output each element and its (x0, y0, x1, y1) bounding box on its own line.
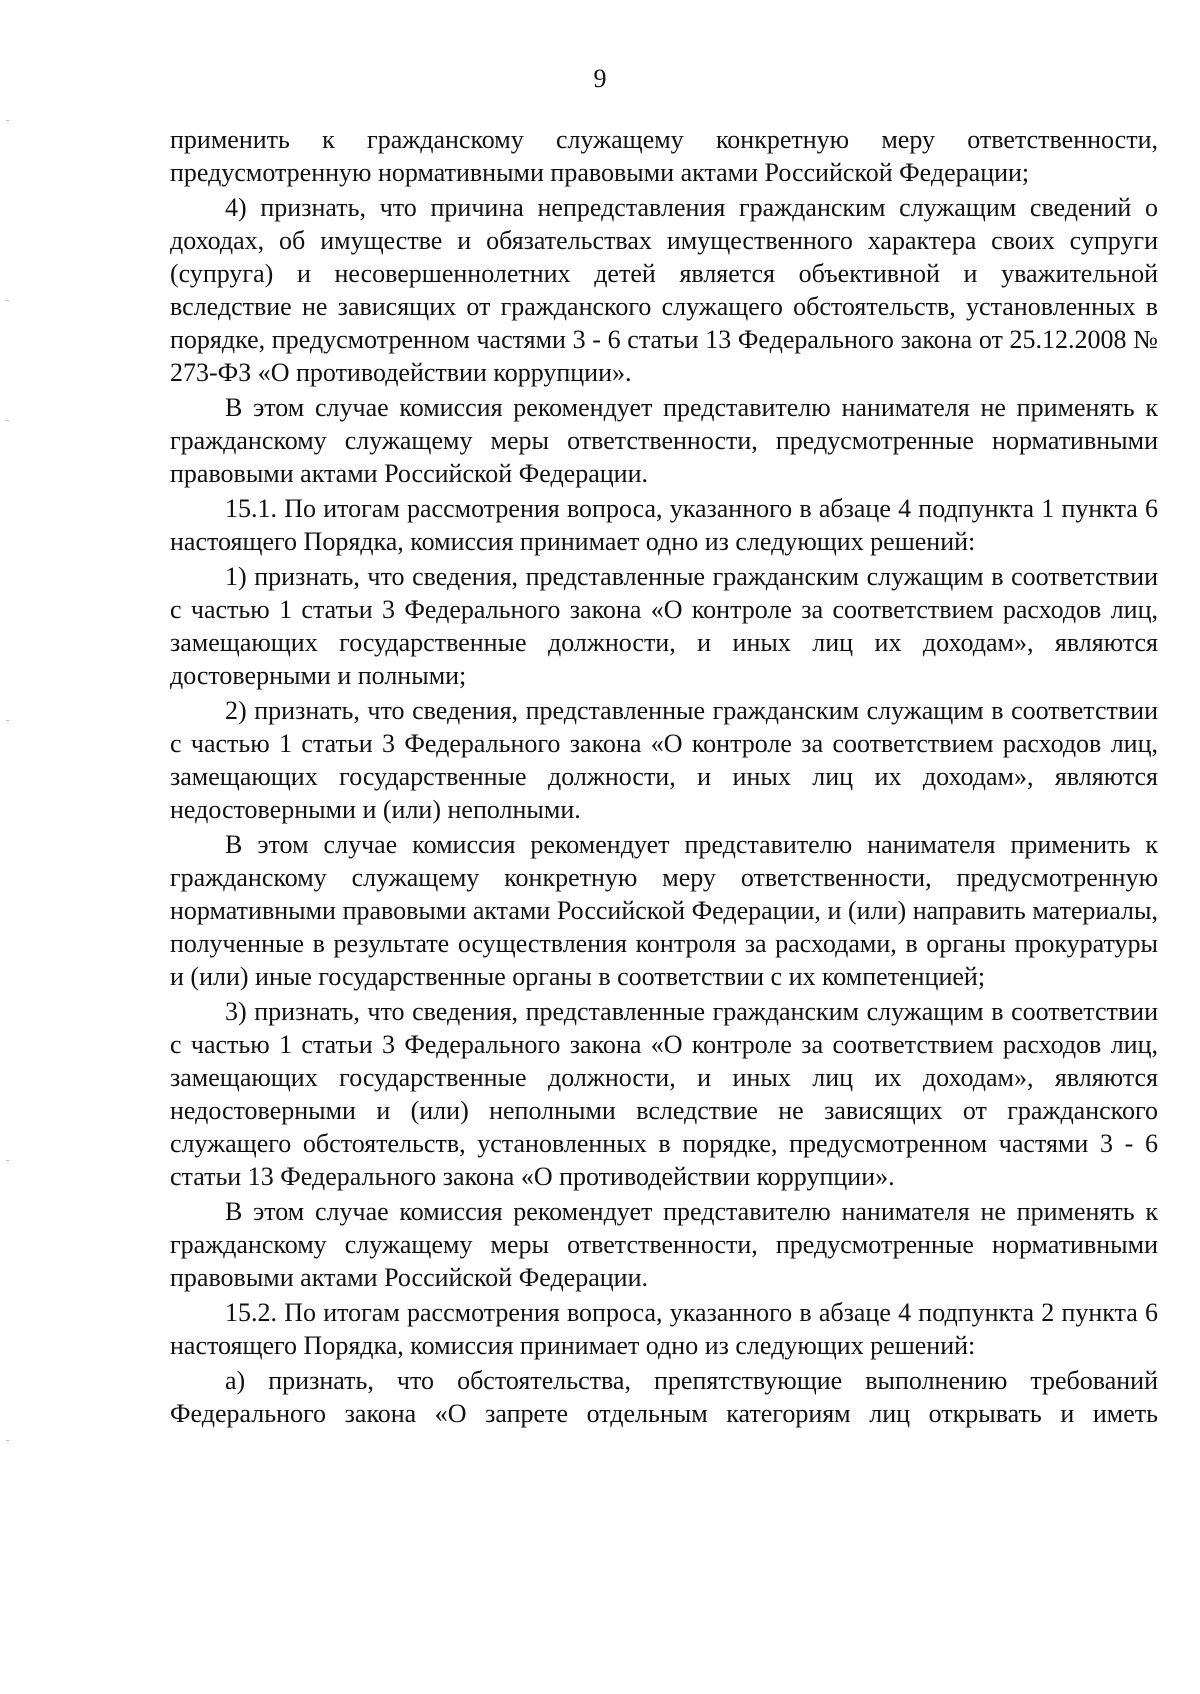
scan-edge-mark (6, 720, 9, 721)
paragraph-15-1-item-2: 2) признать, что сведения, представленные гражданским служащим в соответствии с частью 1 статьи 3 Федерального закона «О контроле за соответствием расходов лиц, замещающих государственные должности, и иных лиц их доходам», являются недостоверными и (или) неполными. (170, 696, 1158, 824)
paragraph-15-1-item-1: 1) признать, что сведения, представленные гражданским служащим в соответствии с частью 1 статьи 3 Федерального закона «О контроле за соответствием расходов лиц, замещающих государственные должности, и иных лиц их доходам», являются достоверными и полными; (170, 562, 1158, 690)
scan-edge-mark (6, 1440, 9, 1441)
paragraph-15-1: 15.1. По итогам рассмотрения вопроса, указанного в абзаце 4 подпункта 1 пункта 6 настоящего Порядка, комиссия принимает одно из следующих решений: (170, 494, 1158, 556)
paragraph-15-1-item-3: 3) признать, что сведения, представленные гражданским служащим в соответствии с частью 1 статьи 3 Федерального закона «О контроле за соответствием расходов лиц, замещающих государственные должности, и иных лиц их доходам», являются недостоверными и (или) неполными вследствие не зависящих от гражданского служащего обстоятельств, установленных в порядке, предусмотренном частями 3 - 6 статьи 13 Федерального закона «О противодействии коррупции». (170, 997, 1158, 1191)
paragraph-item-4: 4) признать, что причина непредставления гражданским служащим сведений о доходах, об имуществе и обязательствах имущественного характера своих супруги (супруга) и несовершеннолетних детей является объективной и уважительной вследствие не зависящих от гражданского служащего обстоятельств, установленных в порядке, предусмотренном частями 3 - 6 статьи 13 Федерального закона от 25.12.2008 № 273-ФЗ «О противодействии коррупции». (170, 193, 1158, 387)
paragraph-15-2: 15.2. По итогам рассмотрения вопроса, указанного в абзаце 4 подпункта 2 пункта 6 настоящего Порядка, комиссия принимает одно из следующих решений: (170, 1298, 1158, 1360)
scan-edge-mark (6, 420, 9, 421)
paragraph-commission-recommendation-3: В этом случае комиссия рекомендует представителю нанимателя не применять к гражданскому служащему меры ответственности, предусмотренные нормативными правовыми актами Российской Федерации. (170, 1197, 1158, 1292)
paragraph-commission-recommendation-2: В этом случае комиссия рекомендует представителю нанимателя применить к гражданскому служащему конкретную меру ответственности, предусмотренную нормативными правовыми актами Российской Федерации, и (или) направить материалы, полученные в результате осуществления контроля за расходами, в органы прокуратуры и (или) иные государственные органы в соответствии с их компетенцией; (170, 830, 1158, 991)
page-number: 9 (593, 64, 607, 93)
scan-edge-mark (6, 120, 9, 121)
scan-edge-mark (6, 1160, 9, 1161)
paragraph-15-2-item-a: а) признать, что обстоятельства, препятствующие выполнению требований Федерального закона «О запрете отдельным категориям лиц открывать и иметь (170, 1366, 1158, 1428)
document-body (170, 123, 1158, 1432)
scan-edge-mark (6, 300, 9, 301)
paragraph-continuation: применить к гражданскому служащему конкретную меру ответственности, предусмотренную нормативными правовыми актами Российской Федерации; (170, 125, 1158, 187)
paragraph-commission-recommendation: В этом случае комиссия рекомендует представителю нанимателя не применять к гражданскому служащему меры ответственности, предусмотренные нормативными правовыми актами Российской Федерации. (170, 393, 1158, 488)
